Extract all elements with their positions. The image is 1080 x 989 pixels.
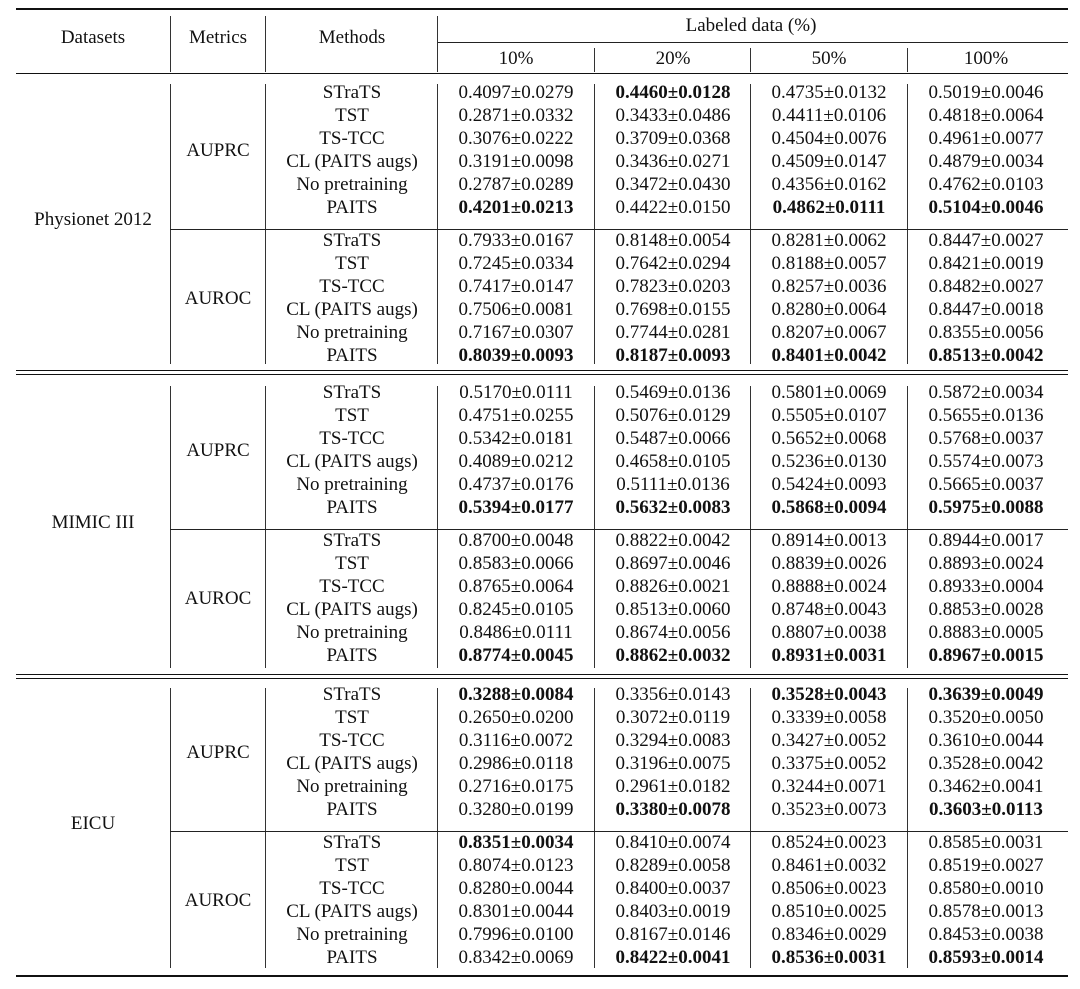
block-separator-rule — [16, 370, 1068, 371]
value-cell: 0.8513±0.0042 — [928, 345, 1044, 366]
method-name: TS-TCC — [319, 428, 385, 449]
value-cell: 0.8933±0.0004 — [928, 576, 1044, 597]
method-name: No pretraining — [296, 322, 408, 343]
value-cell: 0.5170±0.0111 — [459, 382, 573, 403]
value-cell: 0.8167±0.0146 — [615, 924, 731, 945]
value-cell: 0.8583±0.0066 — [458, 553, 574, 574]
value-cell: 0.5111±0.0136 — [616, 474, 730, 495]
method-name: CL (PAITS augs) — [286, 451, 418, 472]
dataset-divider — [170, 386, 171, 668]
method-name: STraTS — [322, 684, 382, 705]
metric-label: AUROC — [184, 587, 252, 609]
value-cell: 0.3427±0.0052 — [771, 730, 887, 751]
value-cell: 0.8461±0.0032 — [771, 855, 887, 876]
method-name: STraTS — [322, 832, 382, 853]
method-name: STraTS — [322, 530, 382, 551]
value-cell: 0.8421±0.0019 — [928, 253, 1044, 274]
value-cell: 0.4460±0.0128 — [615, 82, 731, 103]
block-separator-rule — [16, 678, 1068, 679]
value-cell: 0.3076±0.0222 — [458, 128, 574, 149]
header-rule — [16, 73, 1068, 74]
value-cell: 0.7933±0.0167 — [458, 230, 574, 251]
value-cell: 0.5768±0.0037 — [928, 428, 1044, 449]
value-cell: 0.3528±0.0043 — [771, 684, 887, 705]
value-cell: 0.3639±0.0049 — [928, 684, 1044, 705]
value-col-divider — [594, 386, 595, 668]
value-cell: 0.8510±0.0025 — [771, 901, 887, 922]
pct-col-divider — [907, 48, 908, 72]
value-cell: 0.2716±0.0175 — [458, 776, 574, 797]
value-cell: 0.8513±0.0060 — [615, 599, 731, 620]
value-cell: 0.5236±0.0130 — [771, 451, 887, 472]
value-cell: 0.3356±0.0143 — [615, 684, 731, 705]
value-cell: 0.5574±0.0073 — [928, 451, 1044, 472]
value-cell: 0.4737±0.0176 — [458, 474, 574, 495]
value-cell: 0.8422±0.0041 — [615, 947, 731, 968]
value-cell: 0.5076±0.0129 — [615, 405, 731, 426]
dataset-label: MIMIC III — [51, 512, 135, 533]
method-name: No pretraining — [296, 622, 408, 643]
method-name: PAITS — [326, 799, 378, 820]
value-cell: 0.8765±0.0064 — [458, 576, 574, 597]
value-cell: 0.2871±0.0332 — [458, 105, 574, 126]
value-cell: 0.8893±0.0024 — [928, 553, 1044, 574]
value-cell: 0.8826±0.0021 — [615, 576, 731, 597]
value-cell: 0.8453±0.0038 — [928, 924, 1044, 945]
method-name: TST — [335, 405, 369, 426]
value-cell: 0.8585±0.0031 — [928, 832, 1044, 853]
header-col-divider — [437, 16, 438, 72]
value-cell: 0.4751±0.0255 — [458, 405, 574, 426]
value-col-divider — [907, 688, 908, 968]
value-cell: 0.5019±0.0046 — [928, 82, 1044, 103]
header-methods: Methods — [318, 27, 386, 48]
method-name: No pretraining — [296, 924, 408, 945]
value-cell: 0.4411±0.0106 — [771, 105, 887, 126]
value-cell: 0.7823±0.0203 — [615, 276, 731, 297]
value-cell: 0.7996±0.0100 — [458, 924, 574, 945]
method-name: PAITS — [326, 197, 378, 218]
value-cell: 0.5868±0.0094 — [771, 497, 887, 518]
header-labeled-data: Labeled data (%) — [685, 15, 817, 36]
method-name: TST — [335, 253, 369, 274]
value-cell: 0.3280±0.0199 — [458, 799, 574, 820]
value-cell: 0.8207±0.0067 — [771, 322, 887, 343]
block-separator-rule — [16, 674, 1068, 675]
method-name: CL (PAITS augs) — [286, 599, 418, 620]
value-cell: 0.8931±0.0031 — [771, 645, 887, 666]
header-col-divider — [170, 16, 171, 72]
method-name: No pretraining — [296, 474, 408, 495]
metric-label: AUROC — [184, 287, 252, 309]
value-cell: 0.5801±0.0069 — [771, 382, 887, 403]
method-name: STraTS — [322, 382, 382, 403]
value-cell: 0.8447±0.0018 — [928, 299, 1044, 320]
value-cell: 0.3603±0.0113 — [929, 799, 1043, 820]
value-cell: 0.8039±0.0093 — [458, 345, 574, 366]
value-cell: 0.5505±0.0107 — [771, 405, 887, 426]
value-cell: 0.4879±0.0034 — [928, 151, 1044, 172]
value-cell: 0.8578±0.0013 — [928, 901, 1044, 922]
method-divider — [437, 688, 438, 968]
value-cell: 0.8674±0.0056 — [615, 622, 731, 643]
method-name: No pretraining — [296, 776, 408, 797]
value-cell: 0.8967±0.0015 — [928, 645, 1044, 666]
value-cell: 0.8914±0.0013 — [771, 530, 887, 551]
value-cell: 0.3244±0.0071 — [771, 776, 887, 797]
value-col-divider — [907, 84, 908, 364]
header-datasets: Datasets — [60, 27, 126, 48]
value-cell: 0.8351±0.0034 — [458, 832, 574, 853]
value-cell: 0.8403±0.0019 — [615, 901, 731, 922]
dataset-label: Physionet 2012 — [34, 209, 152, 230]
value-cell: 0.3462±0.0041 — [928, 776, 1044, 797]
header-pct-2: 50% — [811, 48, 847, 69]
value-cell: 0.8410±0.0074 — [615, 832, 731, 853]
metric-divider — [265, 688, 266, 968]
value-cell: 0.7506±0.0081 — [458, 299, 574, 320]
value-cell: 0.8447±0.0027 — [928, 230, 1044, 251]
method-divider — [437, 84, 438, 364]
value-cell: 0.4961±0.0077 — [928, 128, 1044, 149]
method-name: TS-TCC — [319, 276, 385, 297]
value-cell: 0.3116±0.0072 — [458, 730, 574, 751]
value-cell: 0.4201±0.0213 — [458, 197, 574, 218]
metric-label: AUPRC — [186, 439, 250, 461]
method-name: STraTS — [322, 230, 382, 251]
method-divider — [437, 386, 438, 668]
value-cell: 0.8697±0.0046 — [615, 553, 731, 574]
value-cell: 0.4735±0.0132 — [771, 82, 887, 103]
value-cell: 0.3288±0.0084 — [458, 684, 574, 705]
metric-label: AUROC — [184, 889, 252, 911]
value-cell: 0.8839±0.0026 — [771, 553, 887, 574]
labeled-data-rule — [437, 42, 1068, 43]
value-cell: 0.5487±0.0066 — [615, 428, 731, 449]
value-cell: 0.7698±0.0155 — [615, 299, 731, 320]
value-cell: 0.8482±0.0027 — [928, 276, 1044, 297]
method-name: TST — [335, 855, 369, 876]
header-pct-1: 20% — [655, 48, 691, 69]
value-cell: 0.3072±0.0119 — [615, 707, 731, 728]
method-name: CL (PAITS augs) — [286, 299, 418, 320]
value-cell: 0.8148±0.0054 — [615, 230, 731, 251]
value-cell: 0.8257±0.0036 — [771, 276, 887, 297]
value-cell: 0.5632±0.0083 — [615, 497, 731, 518]
value-cell: 0.3472±0.0430 — [615, 174, 731, 195]
value-cell: 0.8862±0.0032 — [615, 645, 731, 666]
value-cell: 0.7167±0.0307 — [458, 322, 574, 343]
value-cell: 0.8355±0.0056 — [928, 322, 1044, 343]
value-cell: 0.7417±0.0147 — [458, 276, 574, 297]
value-cell: 0.8524±0.0023 — [771, 832, 887, 853]
value-cell: 0.7744±0.0281 — [615, 322, 731, 343]
method-name: TS-TCC — [319, 128, 385, 149]
bottom-rule — [16, 975, 1068, 977]
value-cell: 0.5652±0.0068 — [771, 428, 887, 449]
value-cell: 0.8289±0.0058 — [615, 855, 731, 876]
method-name: PAITS — [326, 345, 378, 366]
value-cell: 0.3433±0.0486 — [615, 105, 731, 126]
method-name: No pretraining — [296, 174, 408, 195]
value-cell: 0.8807±0.0038 — [771, 622, 887, 643]
metric-divider — [265, 84, 266, 364]
method-name: TST — [335, 105, 369, 126]
value-cell: 0.8400±0.0037 — [615, 878, 731, 899]
value-cell: 0.5394±0.0177 — [458, 497, 574, 518]
value-cell: 0.8853±0.0028 — [928, 599, 1044, 620]
metric-divider — [265, 386, 266, 668]
value-col-divider — [750, 688, 751, 968]
value-cell: 0.8280±0.0064 — [771, 299, 887, 320]
method-name: CL (PAITS augs) — [286, 901, 418, 922]
value-cell: 0.8280±0.0044 — [458, 878, 574, 899]
value-cell: 0.8822±0.0042 — [615, 530, 731, 551]
value-cell: 0.8888±0.0024 — [771, 576, 887, 597]
value-cell: 0.3610±0.0044 — [928, 730, 1044, 751]
value-cell: 0.3375±0.0052 — [771, 753, 887, 774]
value-cell: 0.4862±0.0111 — [772, 197, 886, 218]
value-cell: 0.4504±0.0076 — [771, 128, 887, 149]
method-name: TS-TCC — [319, 730, 385, 751]
header-pct-3: 100% — [963, 48, 1009, 69]
value-cell: 0.4422±0.0150 — [615, 197, 731, 218]
value-cell: 0.2787±0.0289 — [458, 174, 574, 195]
value-cell: 0.8774±0.0045 — [458, 645, 574, 666]
value-col-divider — [594, 84, 595, 364]
pct-col-divider — [750, 48, 751, 72]
value-cell: 0.5665±0.0037 — [928, 474, 1044, 495]
value-col-divider — [750, 84, 751, 364]
value-cell: 0.8883±0.0005 — [928, 622, 1044, 643]
value-cell: 0.8536±0.0031 — [771, 947, 887, 968]
value-cell: 0.8748±0.0043 — [771, 599, 887, 620]
metric-label: AUPRC — [186, 741, 250, 763]
method-name: TST — [335, 707, 369, 728]
method-name: TS-TCC — [319, 878, 385, 899]
value-cell: 0.8700±0.0048 — [458, 530, 574, 551]
dataset-label: EICU — [70, 813, 116, 834]
value-cell: 0.5975±0.0088 — [928, 497, 1044, 518]
method-name: TST — [335, 553, 369, 574]
value-cell: 0.3294±0.0083 — [615, 730, 731, 751]
value-cell: 0.5342±0.0181 — [458, 428, 574, 449]
method-name: PAITS — [326, 947, 378, 968]
value-cell: 0.8519±0.0027 — [928, 855, 1044, 876]
value-cell: 0.4097±0.0279 — [458, 82, 574, 103]
value-cell: 0.8401±0.0042 — [771, 345, 887, 366]
value-cell: 0.7642±0.0294 — [615, 253, 731, 274]
value-cell: 0.8346±0.0029 — [771, 924, 887, 945]
value-cell: 0.8281±0.0062 — [771, 230, 887, 251]
value-col-divider — [907, 386, 908, 668]
value-cell: 0.8944±0.0017 — [928, 530, 1044, 551]
value-cell: 0.8342±0.0069 — [458, 947, 574, 968]
header-col-divider — [265, 16, 266, 72]
value-cell: 0.3339±0.0058 — [771, 707, 887, 728]
value-cell: 0.8245±0.0105 — [458, 599, 574, 620]
value-cell: 0.4762±0.0103 — [928, 174, 1044, 195]
metric-label: AUPRC — [186, 139, 250, 161]
value-cell: 0.8301±0.0044 — [458, 901, 574, 922]
value-cell: 0.3528±0.0042 — [928, 753, 1044, 774]
value-cell: 0.3523±0.0073 — [771, 799, 887, 820]
value-cell: 0.5655±0.0136 — [928, 405, 1044, 426]
value-cell: 0.5872±0.0034 — [928, 382, 1044, 403]
value-cell: 0.3520±0.0050 — [928, 707, 1044, 728]
value-cell: 0.8580±0.0010 — [928, 878, 1044, 899]
value-cell: 0.8486±0.0111 — [459, 622, 573, 643]
value-cell: 0.7245±0.0334 — [458, 253, 574, 274]
method-name: PAITS — [326, 645, 378, 666]
value-cell: 0.4818±0.0064 — [928, 105, 1044, 126]
value-cell: 0.5469±0.0136 — [615, 382, 731, 403]
dataset-divider — [170, 84, 171, 364]
value-cell: 0.4356±0.0162 — [771, 174, 887, 195]
value-cell: 0.5104±0.0046 — [928, 197, 1044, 218]
value-col-divider — [594, 688, 595, 968]
value-cell: 0.4509±0.0147 — [771, 151, 887, 172]
value-cell: 0.4089±0.0212 — [458, 451, 574, 472]
pct-col-divider — [594, 48, 595, 72]
value-cell: 0.8187±0.0093 — [615, 345, 731, 366]
value-cell: 0.4658±0.0105 — [615, 451, 731, 472]
method-name: CL (PAITS augs) — [286, 151, 418, 172]
header-metrics: Metrics — [188, 27, 248, 48]
value-col-divider — [750, 386, 751, 668]
value-cell: 0.2961±0.0182 — [615, 776, 731, 797]
value-cell: 0.3709±0.0368 — [615, 128, 731, 149]
value-cell: 0.3436±0.0271 — [615, 151, 731, 172]
value-cell: 0.5424±0.0093 — [771, 474, 887, 495]
method-name: CL (PAITS augs) — [286, 753, 418, 774]
value-cell: 0.8506±0.0023 — [771, 878, 887, 899]
value-cell: 0.3380±0.0078 — [615, 799, 731, 820]
dataset-divider — [170, 688, 171, 968]
value-cell: 0.8188±0.0057 — [771, 253, 887, 274]
method-name: STraTS — [322, 82, 382, 103]
value-cell: 0.3196±0.0075 — [615, 753, 731, 774]
value-cell: 0.3191±0.0098 — [458, 151, 574, 172]
value-cell: 0.8074±0.0123 — [458, 855, 574, 876]
value-cell: 0.8593±0.0014 — [928, 947, 1044, 968]
value-cell: 0.2986±0.0118 — [458, 753, 574, 774]
method-name: PAITS — [326, 497, 378, 518]
header-pct-0: 10% — [498, 48, 534, 69]
value-cell: 0.2650±0.0200 — [458, 707, 574, 728]
method-name: TS-TCC — [319, 576, 385, 597]
top-rule — [16, 8, 1068, 10]
block-separator-rule — [16, 374, 1068, 375]
